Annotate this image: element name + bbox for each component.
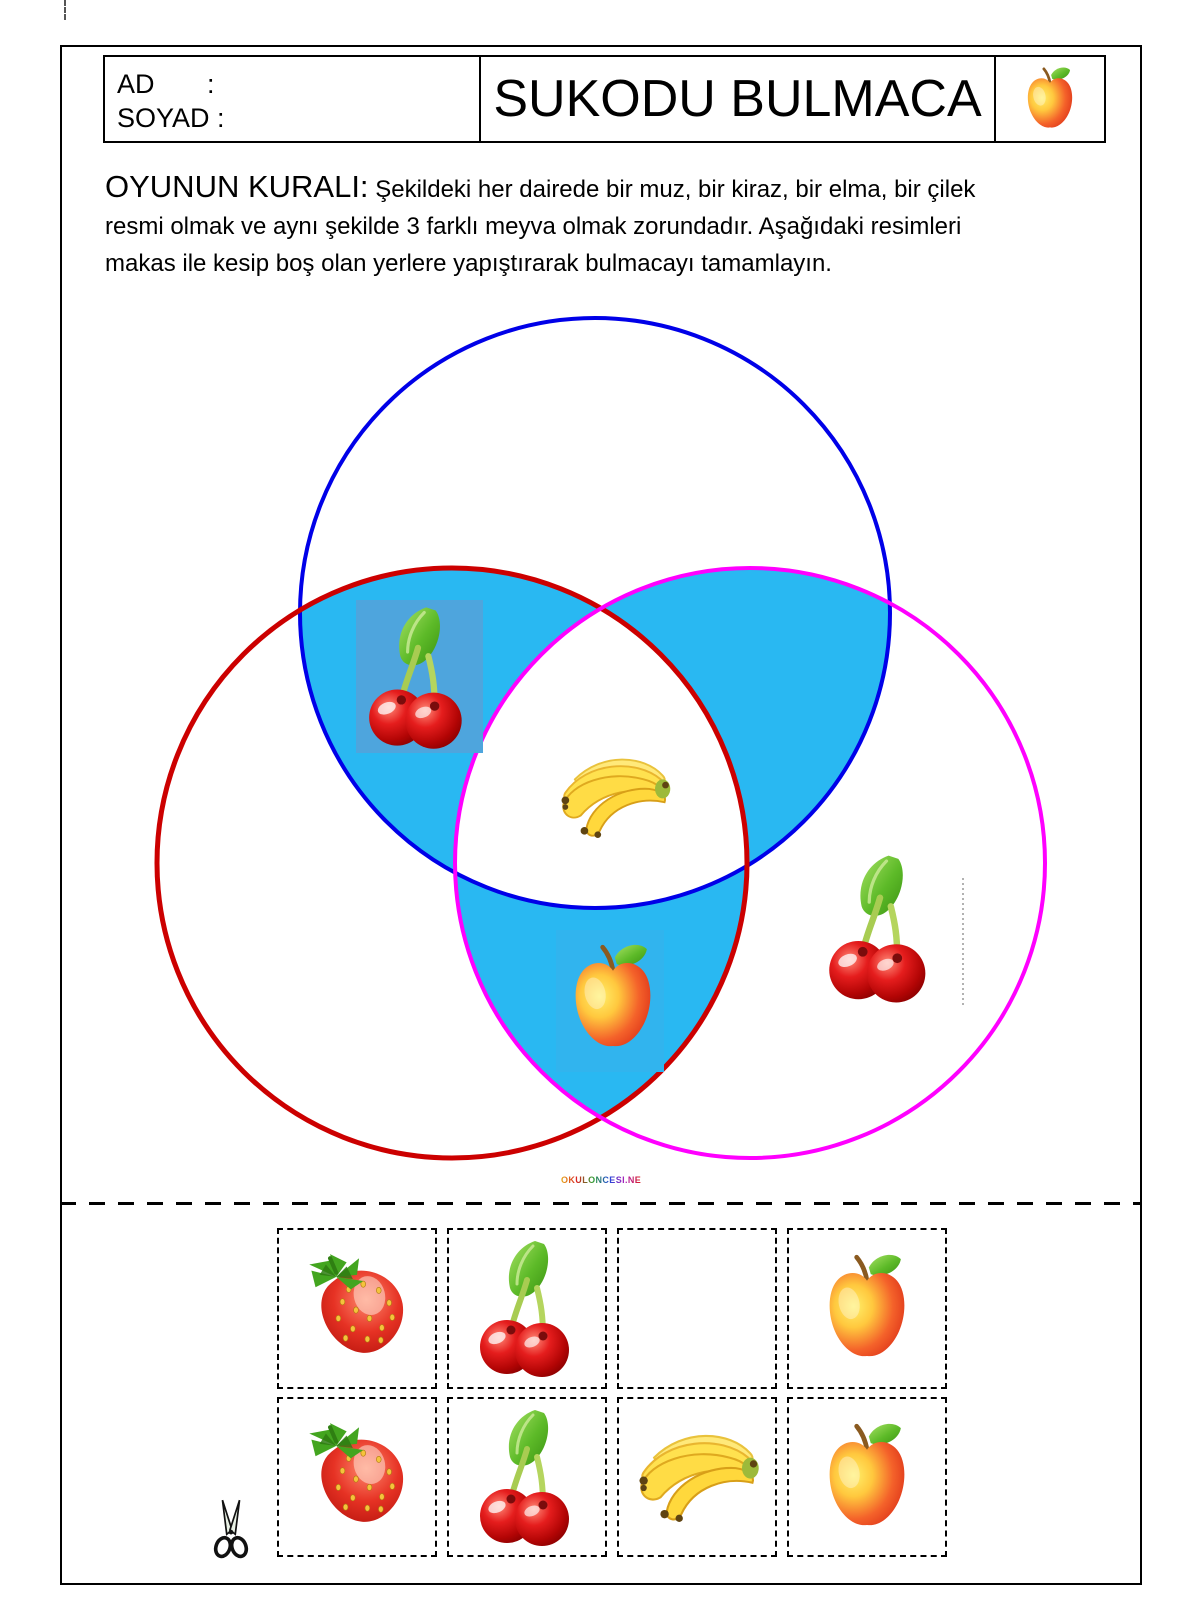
- cutout-cell-apple: [787, 1228, 947, 1389]
- rules-paragraph: [105, 168, 998, 282]
- empty-cell: [637, 1243, 757, 1373]
- header-bar: [103, 55, 1106, 143]
- apple-icon: [1022, 65, 1078, 133]
- watermark: OKULONCESI.NET: [561, 1175, 648, 1185]
- cutout-cell-strawberry: [277, 1397, 437, 1558]
- strawberry-icon: [297, 1421, 417, 1533]
- apple-icon: [820, 1418, 914, 1536]
- ad-label: AD :: [117, 69, 215, 99]
- header-logo-box: [996, 57, 1104, 141]
- apple-icon: [820, 1249, 914, 1367]
- cut-dashed-line: [60, 1202, 1140, 1205]
- rules-label: OYUNUN KURALI:: [105, 169, 369, 204]
- scissors-icon: [206, 1498, 256, 1562]
- cherry-icon: [476, 1238, 578, 1378]
- title-box: [481, 57, 996, 141]
- cutout-grid: [277, 1228, 947, 1557]
- cherry-icon: [476, 1407, 578, 1547]
- page-title: SUKODU BULMACA: [493, 70, 982, 128]
- cutout-cell-apple: [787, 1397, 947, 1558]
- cutout-cell-strawberry: [277, 1228, 437, 1389]
- registration-mark: [64, 0, 66, 20]
- cutout-cell-banana: [617, 1397, 777, 1558]
- cutout-cell-cherry: [447, 1397, 607, 1558]
- rules-text: Şekildeki her dairede bir muz, bir kiraz, bir elma, bir çilek resmi olmak ve aynı şekilde 3 farklı meyva olmak zorundadır. Aşağıdaki resimleri makas ile kesip boş olan yerlere yapıştırarak bulmacayı tamamlayın.: [105, 176, 976, 277]
- cutout-cell-cherry: [447, 1228, 607, 1389]
- soyad-label: SOYAD :: [117, 103, 225, 133]
- banana-icon: [629, 1422, 765, 1532]
- cutout-cell-empty: [617, 1228, 777, 1389]
- strawberry-icon: [297, 1252, 417, 1364]
- name-fields-box: [105, 57, 481, 141]
